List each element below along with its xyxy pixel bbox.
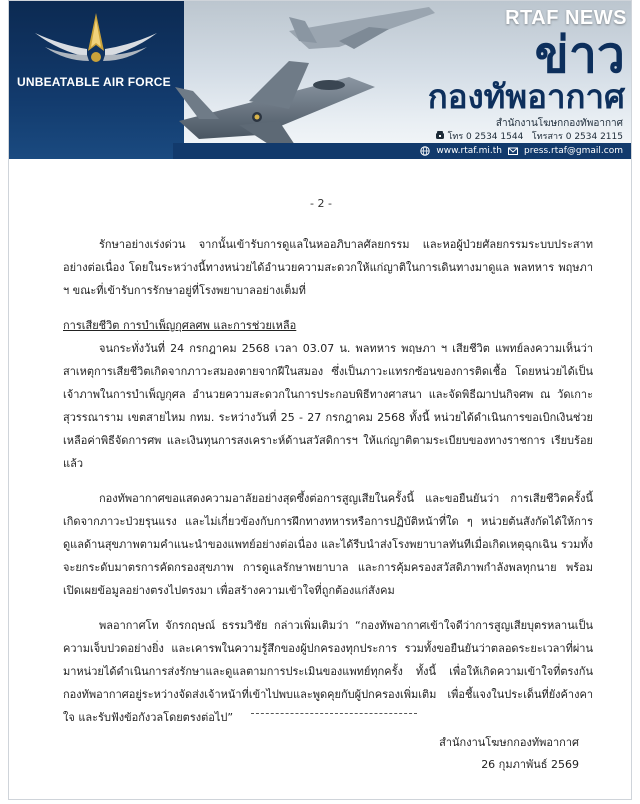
paragraph-3: กองทัพอากาศขอแสดงความอาลัยอย่างสุดซึ้งต่อการสูญเสียในครั้งนี้ และขอยืนยันว่า การเสียชีวิตครั้งนี้เกิดจากภาวะป่วยรุนแรง และไม่เกี่ยวข้องกับการฝึกทางทหารหรือการปฏิบัติหน้าที่ใด ๆ หน่วยต้นสังกัดได้ให้การดูแลด้านสุขภาพตามคำแนะนำของแพทย์อย่างต่อเนื่อง และได้รีบนำส่งโรงพยาบาลทันทีเมื่อเกิดเหตุฉุกเฉิน รวมทั้งจะยกระดับมาตรการคัดกรองสุขภาพ การดูแลรักษาพยาบาล และการคุ้มครองสวัสดิภาพกำลังพลทุกนาย พร้อมเปิดเผยข้อมูลอย่างตรงไปตรงมา เพื่อสร้างความเข้าใจที่ถูกต้องแก่สังคม — [63, 492, 593, 597]
globe-icon — [420, 146, 430, 156]
paragraph-4: พลอากาศโท จักรกฤษณ์ ธรรมวิชัย กล่าวเพิ่มเติมว่า “กองทัพอากาศเข้าใจดีว่าการสูญเสียบุตรหลานเป็นความเจ็บปวดอย่างยิ่ง และเคารพในความรู้สึกของผู้ปกครองทุกประการ รวมทั้งขอยืนยันว่าตลอดระยะเวลาที่ผ่านมาหน่วยได้ดำเนินการส่งรักษาและดูแลตามการประเมินของแพทย์ทุกครั้ง ทั้งนี้ เพื่อให้เกิดความเข้าใจที่ตรงกัน กองทัพอากาศอยู่ระหว่างจัดส่งเจ้าหน้าที่เข้าไปพบและพูดคุยกับผู้ปกครองเพิ่มเติม เพื่อชี้แจงในประเด็นที่ยังค้างคาใจ และรับฟังข้อกังวลโดยตรงต่อไป” — [63, 619, 593, 724]
section-heading: การเสียชีวิต การบำเพ็ญกุศลศพ และการช่วยเหลือ — [63, 319, 297, 332]
document-page — [8, 0, 632, 800]
banner-brand: RTAF NEWS — [505, 7, 627, 29]
signature-date: 26 กุมภาพันธ์ 2569 — [481, 758, 579, 771]
banner-links-bar — [173, 143, 632, 159]
banner-title-org: กองทัพอากาศ — [427, 77, 625, 116]
divider-line — [251, 713, 417, 714]
page-number: - 2 - — [310, 197, 332, 210]
paragraph-2: จนกระทั่งวันที่ 24 กรกฎาคม 2568 เวลา 03.07 น. พลทหาร พฤษภา ฯ เสียชีวิต แพทย์ลงความเห็นว่าสาเหตุการเสียชีวิตเกิดจากภาวะสมองตายจากฝีในสมอง ซึ่งเป็นภาวะแทรกซ้อนของการติดเชื้อ โดยหน่วยได้เป็นเจ้าภาพในการบำเพ็ญกุศล อำนวยความสะดวกในการประกอบพิธีทางศาสนา และจัดพิธีฌาปนกิจศพ ณ วัดเกาะสุวรรณาราม เขตสายไหม กทม. ระหว่างวันที่ 25 - 27 กรกฎาคม 2568 ทั้งนี้ หน่วยได้ดำเนินการขอเบิกเงินช่วยเหลือค่าพิธีจัดการศพ และเงินทุนการสงเคราะห์ด้านสวัสดิการฯ ให้แก่ญาติตามระเบียบของทางราชการ เรียบร้อยแล้ว — [63, 342, 593, 470]
header-banner — [9, 1, 632, 159]
banner-office: สำนักงานโฆษกกองทัพอากาศ — [495, 118, 623, 129]
article-body — [63, 233, 593, 741]
paragraph-1: รักษาอย่างเร่งด่วน จากนั้นเข้ารับการดูแลในหออภิบาลศัลยกรรม และหอผู้ป่วยศัลยกรรมระบบประสาทอย่างต่อเนื่อง โดยในระหว่างนี้ทางหน่วยได้อำนวยความสะดวกให้แก่ญาติในการเดินทางมาดูแล พลทหาร พฤษภา ฯ ขณะที่เข้ารับการรักษาอยู่ที่โรงพยาบาลอย่างเต็มที่ — [63, 238, 593, 297]
website-link[interactable]: www.rtaf.mi.th — [436, 146, 503, 156]
email-link[interactable]: press.rtaf@gmail.com — [524, 146, 623, 156]
mail-icon — [508, 146, 518, 156]
signature-org: สำนักงานโฆษกกองทัพอากาศ — [439, 736, 579, 749]
phone-text: โทร 0 2534 1544 — [447, 132, 524, 142]
fax-text: โทรสาร 0 2534 2115 — [531, 132, 623, 142]
phone-icon — [435, 130, 445, 140]
banner-title-news: ข่าว — [534, 26, 625, 84]
banner-slogan: UNBEATABLE AIR FORCE — [17, 75, 171, 89]
